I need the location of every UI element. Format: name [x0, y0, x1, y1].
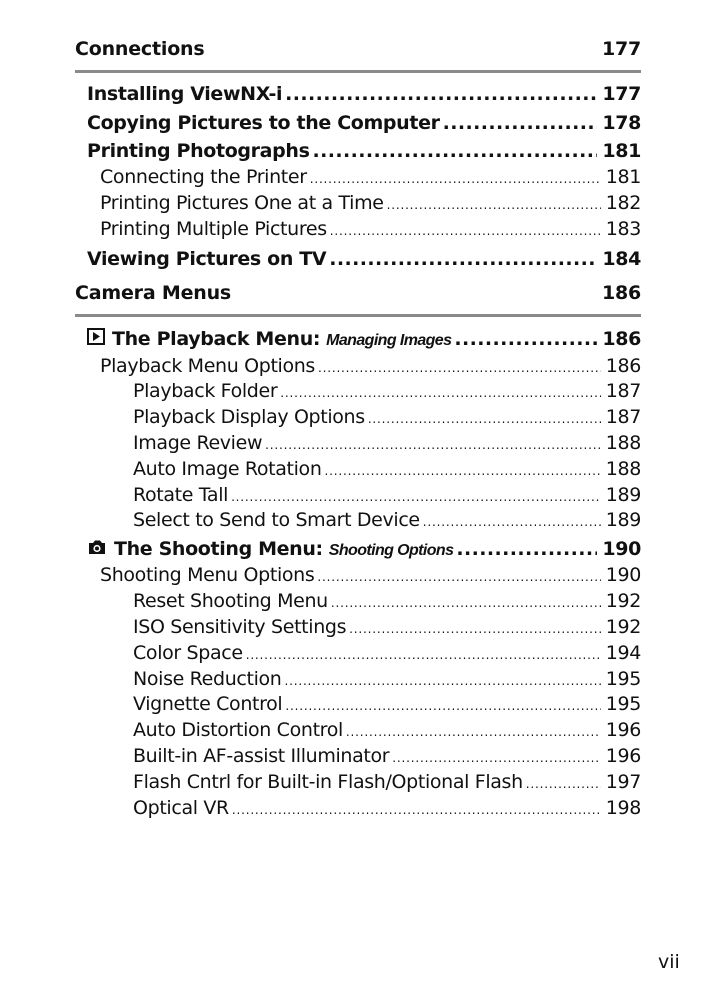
entry-text: The Shooting Menu: [114, 538, 323, 561]
entry-page: 186 [605, 354, 641, 377]
toc-entry[interactable] [75, 590, 641, 616]
entry-text: Reset Shooting Menu [133, 590, 328, 613]
entry-text: Built-in AF-assist Illuminator [133, 744, 390, 767]
entry-page: 187 [605, 406, 641, 429]
entry-page: 187 [605, 380, 641, 403]
entry-page: 190 [602, 538, 641, 561]
toc-entry[interactable] [75, 355, 641, 381]
entry-text: Playback Folder [133, 380, 278, 403]
dot-leader [456, 538, 597, 560]
entry-text: Printing Pictures One at a Time [100, 191, 384, 214]
dot-leader [331, 590, 601, 612]
dot-leader [232, 797, 601, 819]
entry-page: 190 [605, 564, 641, 587]
entry-text: Copying Pictures to the Computer [87, 111, 440, 134]
entry-page: 194 [605, 641, 641, 664]
dot-leader [284, 668, 600, 690]
toc-entry[interactable] [75, 248, 641, 282]
entry-text: Viewing Pictures on TV [87, 247, 327, 270]
section-page: 177 [601, 38, 641, 60]
entry-text: Auto Image Rotation [133, 457, 322, 480]
dot-leader [285, 83, 597, 105]
dot-leader [317, 564, 600, 586]
dot-leader [387, 192, 601, 214]
entry-page: 178 [602, 111, 641, 134]
toc-entry[interactable] [75, 538, 641, 564]
entry-text: Installing ViewNX-i [87, 83, 283, 105]
toc-entry[interactable] [75, 380, 641, 406]
section-page: 186 [601, 281, 641, 304]
toc-entry[interactable] [75, 719, 641, 745]
entry-page: 197 [605, 770, 641, 793]
dot-leader [329, 248, 597, 270]
toc-entry[interactable] [75, 458, 641, 484]
dot-leader [392, 745, 601, 767]
playback-icon [87, 328, 105, 350]
section-heading-connections [75, 38, 641, 62]
toc-entry[interactable] [75, 484, 641, 510]
dot-leader [246, 642, 601, 664]
camera-icon [87, 538, 107, 560]
entry-page: 192 [605, 615, 641, 638]
toc-entry[interactable] [75, 432, 641, 458]
entry-text: The Playback Menu: [112, 327, 321, 350]
toc-entry[interactable] [75, 797, 641, 823]
toc-entry[interactable] [75, 192, 641, 218]
dot-leader [423, 509, 601, 531]
entry-page: 192 [605, 590, 641, 613]
entry-text: Select to Send to Smart Device [133, 509, 420, 532]
toc-entry[interactable] [75, 509, 641, 538]
toc-entry[interactable] [75, 83, 641, 112]
entry-text: Playback Display Options [133, 406, 365, 429]
entry-page: 195 [605, 693, 641, 716]
section-title: Camera Menus [75, 281, 232, 304]
toc-entry[interactable] [75, 693, 641, 719]
entry-text: Image Review [133, 431, 263, 454]
dot-leader [318, 355, 601, 377]
section-title: Connections [75, 38, 205, 60]
entry-page: 198 [605, 796, 641, 819]
entry-page: 196 [605, 719, 641, 742]
entry-page: 188 [605, 457, 641, 480]
entry-page: 189 [605, 483, 641, 506]
dot-leader [285, 693, 600, 715]
toc-entry[interactable] [75, 166, 641, 192]
dot-leader [265, 432, 601, 454]
dot-leader [454, 328, 597, 350]
toc-entry[interactable] [75, 564, 641, 590]
toc-entry[interactable] [75, 616, 641, 642]
dot-leader [346, 719, 601, 741]
entry-text: Noise Reduction [133, 667, 282, 690]
entry-page: 181 [605, 166, 641, 188]
toc-entry[interactable] [75, 112, 641, 141]
entry-text: Rotate Tall [133, 483, 229, 506]
dot-leader [280, 380, 600, 402]
entry-text: Auto Distortion Control [133, 719, 343, 742]
entry-text: Optical VR [133, 796, 229, 819]
entry-page: 182 [605, 191, 641, 214]
toc-entry[interactable] [75, 218, 641, 248]
entry-subtitle: Managing Images [326, 331, 452, 349]
entry-text: Printing Photographs [87, 140, 310, 162]
dot-leader [443, 112, 598, 134]
dot-leader [330, 218, 601, 240]
entry-text: Color Space [133, 641, 243, 664]
entry-text: Playback Menu Options [100, 354, 315, 377]
entry-text: Vignette Control [133, 693, 283, 716]
toc-entry[interactable] [75, 328, 641, 355]
entry-text: Printing Multiple Pictures [100, 217, 327, 240]
entry-page: 177 [602, 83, 641, 105]
dot-leader [231, 484, 601, 506]
entry-text: Connecting the Printer [100, 166, 307, 188]
dot-leader [313, 140, 598, 162]
toc-entry[interactable] [75, 140, 641, 166]
entry-page: 186 [602, 327, 641, 350]
dot-leader [325, 458, 601, 480]
dot-leader [526, 771, 601, 793]
entry-page: 195 [605, 667, 641, 690]
dot-leader [368, 406, 601, 428]
section-heading-camera-menus [75, 282, 641, 306]
dot-leader [349, 616, 601, 638]
entry-text: Shooting Menu Options [100, 564, 315, 587]
entry-page: 196 [605, 744, 641, 767]
toc-entry[interactable] [75, 745, 641, 771]
toc-entry[interactable] [75, 406, 641, 432]
entry-text: Flash Cntrl for Built-in Flash/Optional Flash [133, 770, 523, 793]
entry-page: 188 [605, 431, 641, 454]
entry-page: 181 [602, 140, 641, 162]
entry-page: 183 [605, 217, 641, 240]
toc-entry[interactable] [75, 642, 641, 668]
entry-text: ISO Sensitivity Settings [133, 615, 347, 638]
dot-leader [310, 166, 601, 188]
toc-entry[interactable] [75, 668, 641, 694]
entry-subtitle: Shooting Options [328, 542, 454, 560]
entry-page: 184 [602, 247, 641, 270]
toc-entry[interactable] [75, 771, 641, 797]
table-of-contents [75, 38, 641, 822]
page-number: vii [658, 951, 680, 973]
entry-page: 189 [605, 509, 641, 532]
